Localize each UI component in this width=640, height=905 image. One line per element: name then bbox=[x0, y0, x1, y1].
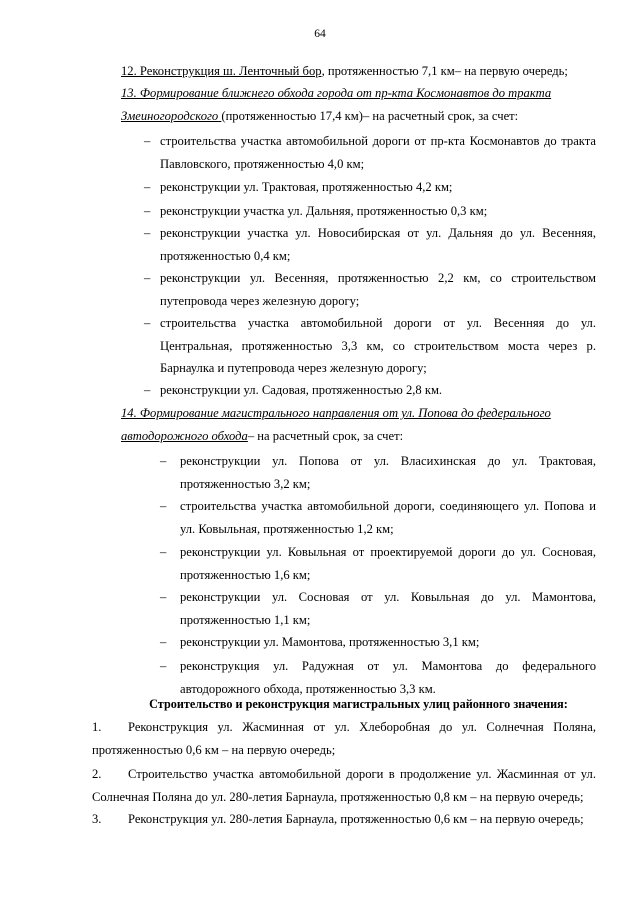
item-14-heading-line1 bbox=[121, 402, 596, 425]
list-item-text: реконструкции ул. Ковыльная от проектируемой дороги до ул. Сосновая, протяженностью 1,6 км; bbox=[180, 545, 596, 582]
item-12-lead: 12. Реконструкция ш. Ленточный бор bbox=[121, 64, 322, 78]
bullet-marker: – bbox=[144, 271, 151, 285]
list-item-text: реконструкции ул. Трактовая, протяженностью 4,2 км; bbox=[160, 180, 453, 194]
bullet-marker: – bbox=[144, 316, 151, 330]
numbered-item bbox=[92, 763, 596, 808]
item-13-heading-line2 bbox=[121, 105, 596, 128]
item-12 bbox=[121, 60, 596, 83]
list-item-text: реконструкции ул. Сосновая от ул. Ковыльная до ул. Мамонтова, протяженностью 1,1 км; bbox=[180, 590, 596, 627]
list-item-text: реконструкции ул. Мамонтова, протяженностью 3,1 км; bbox=[180, 635, 480, 649]
numbered-item bbox=[92, 808, 596, 831]
item-13-heading-line1 bbox=[121, 82, 596, 105]
numbered-item-text: Реконструкция ул. 280-летия Барнаула, протяженностью 0,6 км – на первую очередь; bbox=[128, 812, 584, 826]
numbered-item-text: Реконструкция ул. Жасминная от ул. Хлеборобная до ул. Солнечная Поляна, протяженностью 0,6 км – на первую очередь; bbox=[92, 720, 596, 757]
list-item-text: строительства участка автомобильной дороги от ул. Весенняя до ул. Центральная, протяженностью 3,3 км, со строительством моста через р. Барнаулка и путепровода через железную дорогу; bbox=[160, 316, 596, 375]
bullet-marker: – bbox=[160, 659, 167, 673]
list-item-text: реконструкции ул. Садовая, протяженностью 2,8 км. bbox=[160, 383, 443, 397]
bullet-marker: – bbox=[160, 545, 167, 559]
item-14-rest: – на расчетный срок, за счет: bbox=[247, 429, 404, 443]
numbered-item-text: Строительство участка автомобильной дороги в продолжение ул. Жасминная от ул. Солнечная Поляна до ул. 280-летия Барнаула, протяженностью 0,8 км – на первую очередь; bbox=[92, 767, 596, 804]
list-item-text: реконструкции ул. Попова от ул. Власихинская до ул. Трактовая, протяженностью 3,2 км; bbox=[180, 454, 596, 491]
page-number: 64 bbox=[314, 28, 326, 40]
section-heading: Строительство и реконструкция магистральных улиц районного значения: bbox=[149, 697, 568, 711]
bullet-marker: – bbox=[160, 454, 167, 468]
numbered-item bbox=[92, 716, 596, 761]
item-14-lead-line2: автодорожного обхода bbox=[121, 429, 248, 443]
list-item-text: строительства участка автомобильной дороги, соединяющего ул. Попова и ул. Ковыльная, протяженностью 1,2 км; bbox=[180, 499, 596, 536]
bullet-marker: – bbox=[144, 383, 151, 397]
numbered-item-number: 3. bbox=[92, 812, 102, 826]
bullet-marker: – bbox=[160, 499, 167, 513]
bullet-marker: – bbox=[144, 204, 151, 218]
list-item-text: реконструкции участка ул. Дальняя, протяженностью 0,3 км; bbox=[160, 204, 488, 218]
bullet-marker: – bbox=[144, 134, 151, 148]
bullet-marker: – bbox=[144, 226, 151, 240]
bullet-marker: – bbox=[160, 635, 167, 649]
item-14-lead-line1: 14. Формирование магистрального направления от ул. Попова до федерального bbox=[121, 406, 551, 420]
list-item-text: строительства участка автомобильной дороги от пр-кта Космонавтов до тракта Павловского, протяженностью 4,0 км; bbox=[160, 134, 596, 171]
item-14-heading-line2 bbox=[121, 425, 596, 448]
list-item-text: реконструкции ул. Весенняя, протяженностью 2,2 км, со строительством путепровода через железную дорогу; bbox=[160, 271, 596, 308]
numbered-item-number: 1. bbox=[92, 720, 102, 734]
list-item-text: реконструкция ул. Радужная от ул. Мамонтова до федерального автодорожного обхода, протяженностью 3,3 км. bbox=[180, 659, 596, 696]
numbered-item-number: 2. bbox=[92, 767, 102, 781]
item-13-rest: (протяженностью 17,4 км)– на расчетный срок, за счет: bbox=[221, 109, 519, 123]
item-12-rest: , протяженностью 7,1 км– на первую очередь; bbox=[321, 64, 568, 78]
bullet-marker: – bbox=[144, 180, 151, 194]
item-13-lead-line2: Змеиногородского bbox=[121, 109, 222, 123]
list-item-text: реконструкции участка ул. Новосибирская от ул. Дальняя до ул. Весенняя, протяженностью 0,4 км; bbox=[160, 226, 596, 263]
item-13-lead-line1: 13. Формирование ближнего обхода города от пр-кта Космонавтов до тракта bbox=[121, 86, 552, 100]
bullet-marker: – bbox=[160, 590, 167, 604]
